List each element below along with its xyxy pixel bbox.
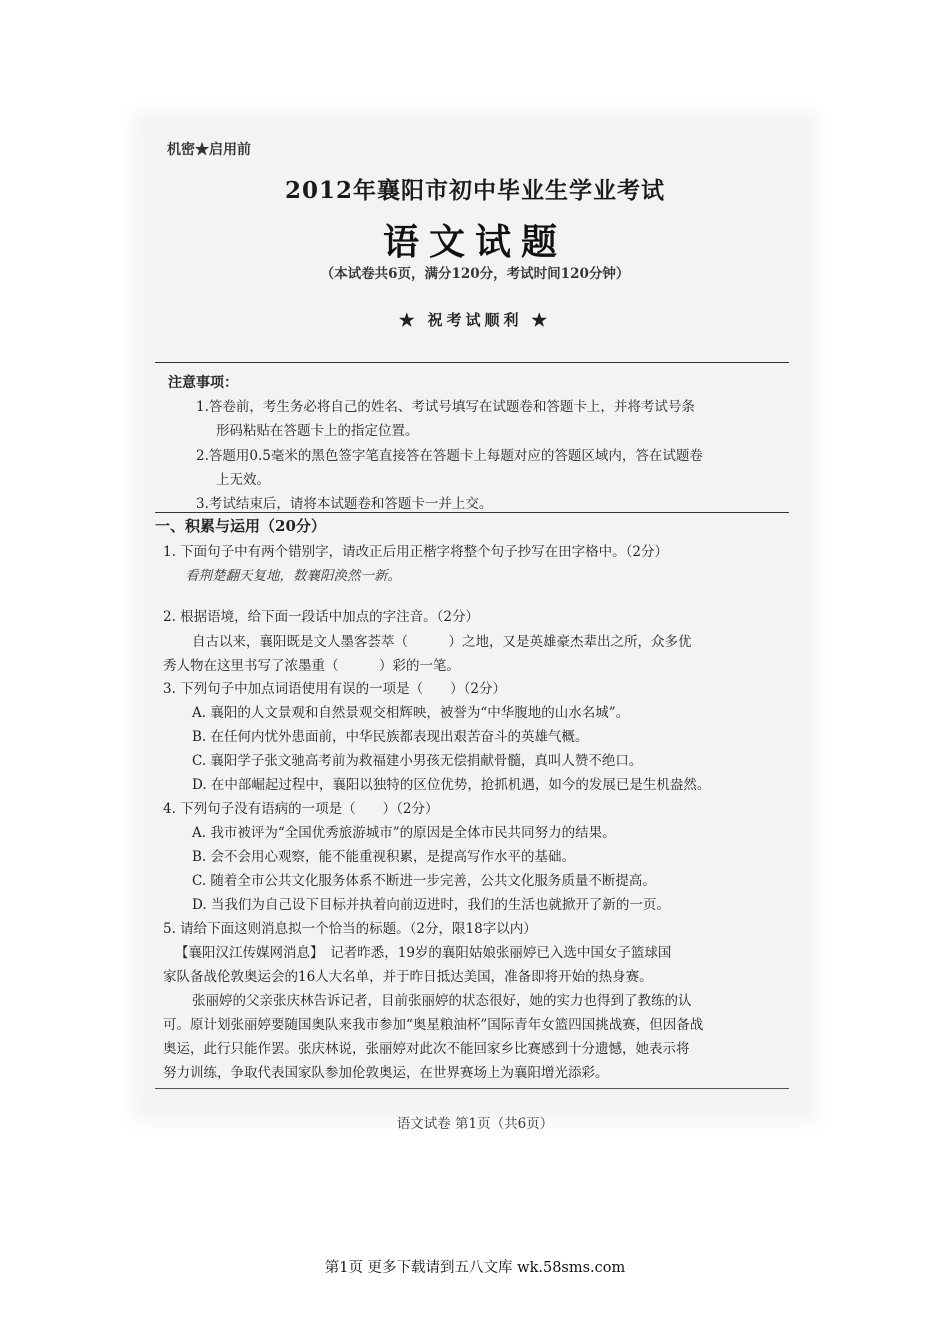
- question-2-text: 自古以来，襄阳既是文人墨客荟萃（ ）之地，又是英雄豪杰辈出之所，众多优: [192, 634, 692, 650]
- news-paragraph: 张丽婷的父亲张庆林告诉记者，目前张丽婷的状态很好，她的实力也得到了教练的认: [192, 993, 692, 1009]
- subject-title: 语文试题: [382, 221, 567, 263]
- notice-heading: 注意事项：: [168, 375, 238, 391]
- question-1: 1. 下面句子中有两个错别字，请改正后用正楷字将整个句子抄写在田字格中。（2分）: [163, 544, 669, 560]
- exam-title: 2012年襄阳市初中毕业生学业考试: [284, 177, 665, 204]
- question-3-option-d: D. 在中部崛起过程中，襄阳以独特的区位优势，抢抓机遇，如今的发展已是生机盎然。: [192, 777, 711, 793]
- question-4: 4. 下列句子没有语病的一项是（ ）（2分）: [163, 801, 439, 817]
- question-4-option-a: A. 我市被评为“全国优秀旅游城市”的原因是全体市民共同努力的结果。: [192, 825, 616, 841]
- divider-top: [155, 362, 789, 363]
- question-5: 5. 请给下面这则消息拟一个恰当的标题。（2分，限18字以内）: [163, 921, 537, 937]
- question-2: 2. 根据语境，给下面一段话中加点的字注音。（2分）: [163, 609, 480, 625]
- question-3-option-c: C. 襄阳学子张文驰高考前为救福建小男孩无偿捐献骨髓，真叫人赞不绝口。: [192, 753, 643, 769]
- news-paragraph: 家队备战伦敦奥运会的16人大名单，并于昨日抵达美国，准备即将开始的热身赛。: [163, 969, 653, 985]
- question-3-option-b: B. 在任何内忧外患面前，中华民族都表现出艰苦奋斗的英雄气概。: [192, 729, 589, 745]
- good-luck-banner: ★ 祝考试顺利 ★: [399, 311, 551, 329]
- notice-line: 上无效。: [216, 472, 270, 488]
- question-4-option-b: B. 会不会用心观察，能不能重视积累，是提高写作水平的基础。: [192, 849, 576, 865]
- exam-info: （本试卷共6页，满分120分，考试时间120分钟）: [320, 266, 630, 282]
- question-1-sentence: 看荆楚翻天复地，数襄阳涣然一新。: [185, 568, 401, 584]
- question-3: 3. 下列句子中加点词语使用有误的一项是（ ）（2分）: [163, 681, 507, 697]
- divider-bottom: [155, 1088, 789, 1089]
- notice-line: 3.考试结束后，请将本试题卷和答题卡一并上交。: [196, 496, 493, 512]
- news-paragraph: 奥运，此行只能作罢。张庆林说，张丽婷对此次不能回家乡比赛感到十分遗憾，她表示将: [163, 1041, 690, 1057]
- news-paragraph: 可。原计划张丽婷要随国奥队来我市参加“奥星粮油杯”国际青年女篮四国挑战赛，但因备战: [163, 1017, 704, 1033]
- download-footer[interactable]: 第1页 更多下载请到五八文库 wk.58sms.com: [324, 1260, 626, 1276]
- divider-notice: [155, 512, 789, 513]
- question-4-option-d: D. 当我们为自己设下目标并执着向前迈进时，我们的生活也就掀开了新的一页。: [192, 897, 670, 913]
- confidential-label: 机密★启用前: [167, 142, 251, 158]
- notice-line: 1.答卷前，考生务必将自己的姓名、考试号填写在试题卷和答题卡上，并将考试号条: [196, 399, 695, 415]
- notice-line: 形码粘贴在答题卡上的指定位置。: [216, 423, 419, 439]
- news-paragraph: 努力训练，争取代表国家队参加伦敦奥运，在世界赛场上为襄阳增光添彩。: [163, 1065, 609, 1081]
- question-3-option-a: A. 襄阳的人文景观和自然景观交相辉映，被誉为“中华腹地的山水名城”。: [192, 705, 630, 721]
- page-number-label: 语文试卷 第1页（共6页）: [396, 1116, 554, 1132]
- news-paragraph: 【襄阳汉江传媒网消息】 记者昨悉，19岁的襄阳姑娘张丽婷已入选中国女子篮球国: [175, 945, 672, 961]
- question-2-text: 秀人物在这里书写了浓墨重（ ）彩的一笔。: [163, 658, 460, 674]
- question-4-option-c: C. 随着全市公共文化服务体系不断进一步完善，公共文化服务质量不断提高。: [192, 873, 656, 889]
- notice-line: 2.答题用0.5毫米的黑色签字笔直接答在答题卡上每题对应的答题区域内，答在试题卷: [196, 448, 703, 464]
- section-heading: 一、积累与运用（20分）: [155, 517, 326, 535]
